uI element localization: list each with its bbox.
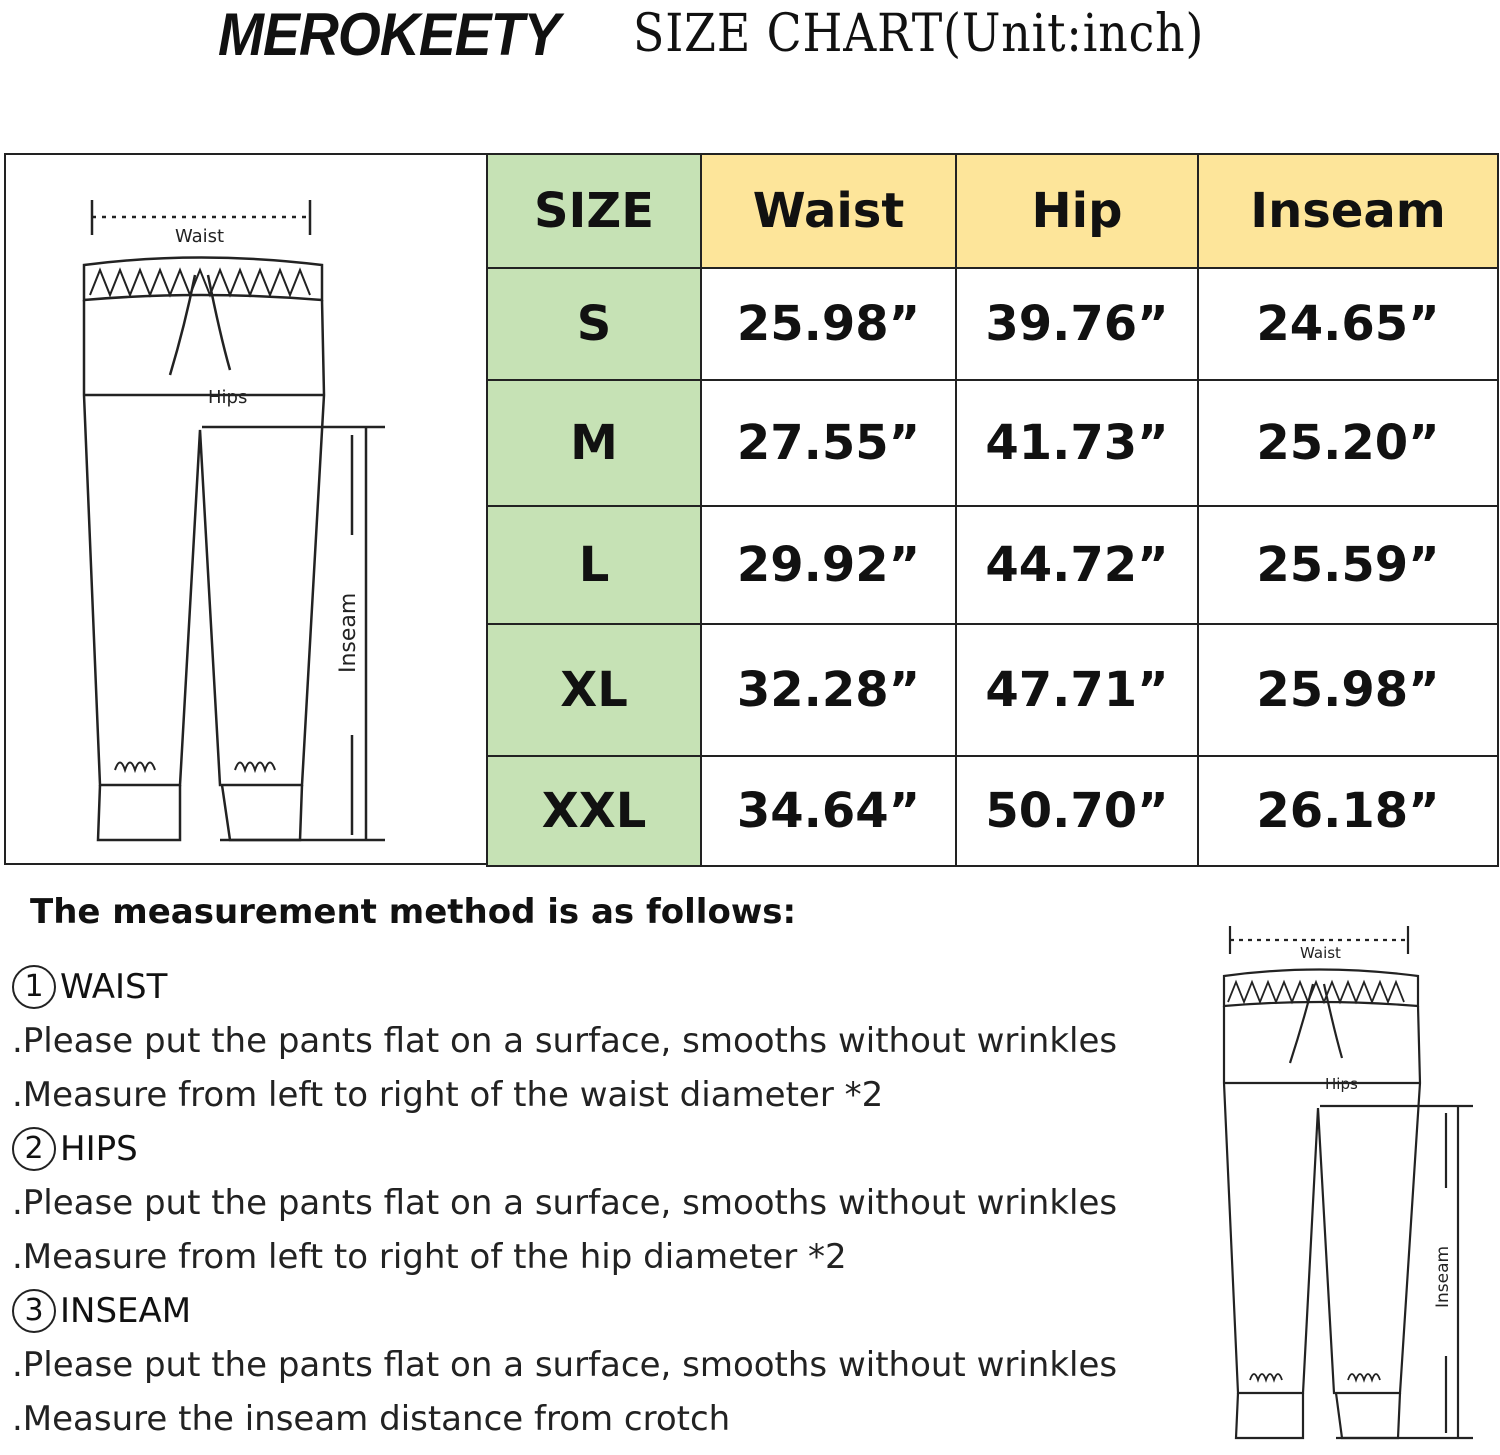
step-line: .Measure from left to right of the waist diameter *2	[12, 1075, 884, 1115]
chart-title: SIZE CHART(Unit:inch)	[633, 4, 1205, 64]
hip-cell: 44.72”	[956, 506, 1198, 624]
pants-diagram-large	[70, 195, 400, 855]
waist-label: Waist	[1300, 944, 1341, 962]
hip-cell: 41.73”	[956, 380, 1198, 506]
waist-cell: 27.55”	[701, 380, 956, 506]
waist-cell: 32.28”	[701, 624, 956, 756]
inseam-cell: 25.20”	[1198, 380, 1498, 506]
table-row	[487, 380, 1498, 506]
inseam-cell: 26.18”	[1198, 756, 1498, 866]
size-cell: S	[487, 268, 701, 380]
size-table	[486, 153, 1499, 867]
method-title: The measurement method is as follows:	[30, 892, 797, 932]
step-line: .Please put the pants flat on a surface, smooths without wrinkles	[12, 1183, 1118, 1223]
inseam-label: Inseam	[1433, 1245, 1453, 1308]
step-name: HIPS	[60, 1129, 138, 1169]
step-number: 2	[12, 1127, 56, 1171]
inseam-cell: 25.59”	[1198, 506, 1498, 624]
header-waist: Waist	[701, 154, 956, 268]
step-name: WAIST	[60, 967, 168, 1007]
size-cell: L	[487, 506, 701, 624]
waist-cell: 29.92”	[701, 506, 956, 624]
step-line: .Please put the pants flat on a surface, smooths without wrinkles	[12, 1345, 1118, 1385]
step-name: INSEAM	[60, 1291, 192, 1331]
measurement-method	[12, 892, 1162, 1446]
step-line: .Measure the inseam distance from crotch	[12, 1399, 731, 1439]
header	[0, 0, 1500, 70]
header-hip: Hip	[956, 154, 1198, 268]
size-cell: XXL	[487, 756, 701, 866]
inseam-cell: 25.98”	[1198, 624, 1498, 756]
step-hips	[12, 1122, 1162, 1176]
header-inseam: Inseam	[1198, 154, 1498, 268]
table-row	[487, 506, 1498, 624]
step-number: 1	[12, 965, 56, 1009]
waist-cell: 34.64”	[701, 756, 956, 866]
waist-label: Waist	[175, 226, 225, 247]
header-size: SIZE	[487, 154, 701, 268]
inseam-cell: 24.65”	[1198, 268, 1498, 380]
step-inseam	[12, 1284, 1162, 1338]
size-cell: XL	[487, 624, 701, 756]
table-row	[487, 268, 1498, 380]
waist-cell: 25.98”	[701, 268, 956, 380]
hip-cell: 47.71”	[956, 624, 1198, 756]
hips-label: Hips	[208, 387, 248, 408]
step-waist	[12, 960, 1162, 1014]
hip-cell: 50.70”	[956, 756, 1198, 866]
step-line: .Please put the pants flat on a surface, smooths without wrinkles	[12, 1021, 1118, 1061]
step-line: .Measure from left to right of the hip diameter *2	[12, 1237, 847, 1277]
inseam-label: Inseam	[336, 592, 361, 673]
size-cell: M	[487, 380, 701, 506]
brand-name: MEROKEETY	[218, 1, 560, 68]
table-row	[487, 624, 1498, 756]
hips-label: Hips	[1325, 1075, 1358, 1093]
pants-diagram-small	[1208, 918, 1488, 1453]
step-number: 3	[12, 1289, 56, 1333]
hip-cell: 39.76”	[956, 268, 1198, 380]
table-row	[487, 756, 1498, 866]
table-header-row	[487, 154, 1498, 268]
